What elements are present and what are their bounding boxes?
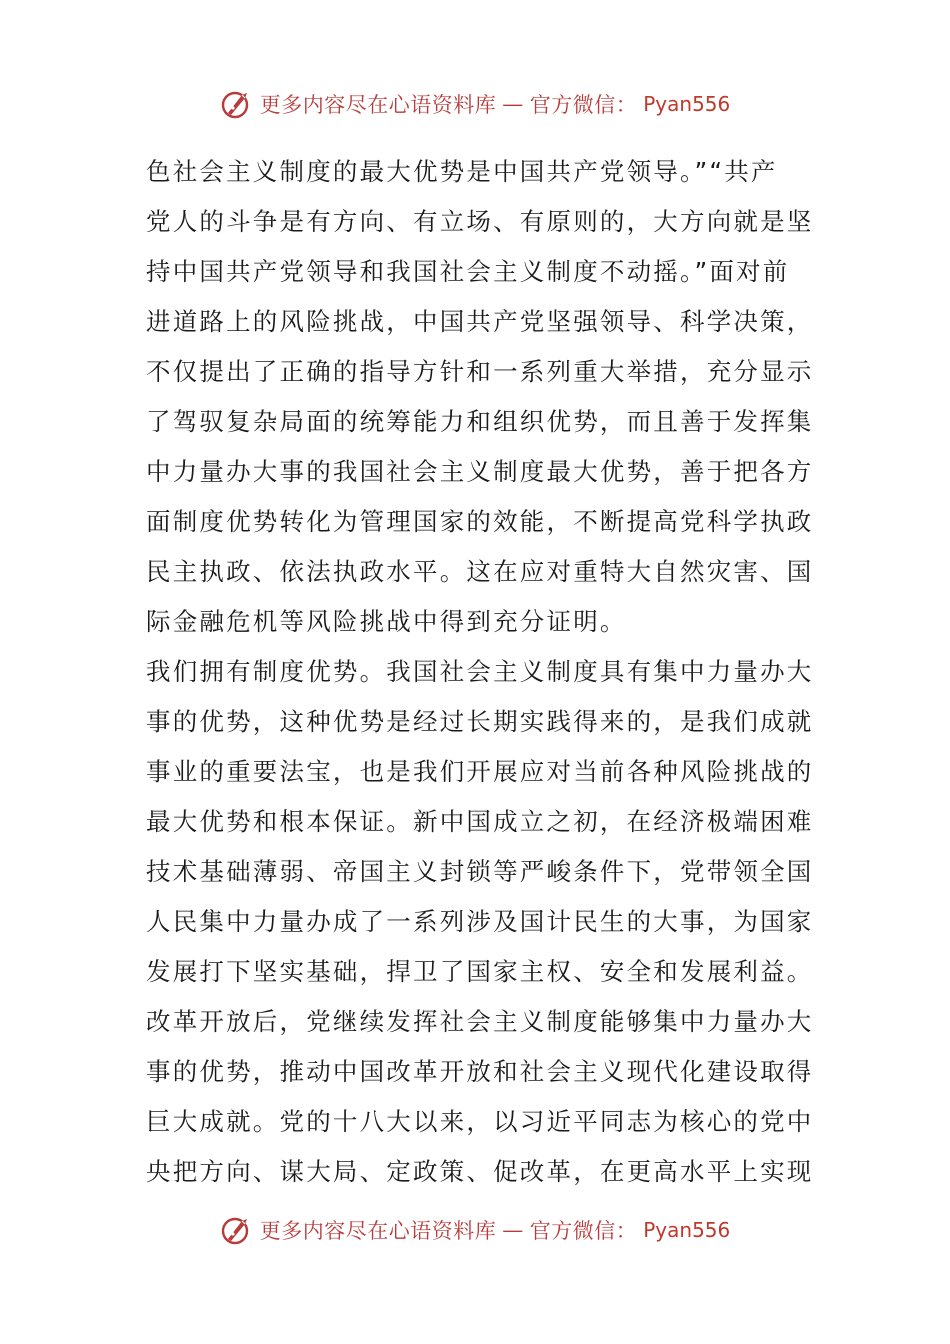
watermark-official: 官方微信：: [529, 93, 638, 117]
body-text: [146, 147, 814, 1197]
text-line: 央把方向、谋大局、定政策、促改革，在更高水平上实现: [146, 1157, 814, 1186]
text-line: 色社会主义制度的最大优势是中国共产党领导。”“共产: [146, 157, 778, 186]
text-line: 最大优势和根本保证。新中国成立之初，在经济极端困难: [146, 807, 814, 836]
watermark-group: [220, 87, 731, 121]
text-line: 改革开放后，党继续发挥社会主义制度能够集中力量办大: [146, 1007, 814, 1036]
text-line: 民主执政、依法执政水平。这在应对重特大自然灾害、国: [146, 557, 814, 586]
footer-watermark: [0, 1210, 950, 1250]
text-line: 我们拥有制度优势。我国社会主义制度具有集中力量办大: [146, 657, 814, 686]
text-line: 不仅提出了正确的指导方针和一系列重大举措，充分显示: [146, 357, 814, 386]
text-line: 技术基础薄弱、帝国主义封锁等严峻条件下，党带领全国: [146, 857, 814, 886]
text-line: 际金融危机等风险挑战中得到充分证明。: [146, 607, 627, 636]
watermark-official: 官方微信：: [529, 1219, 638, 1243]
text-line: 持中国共产党领导和我国社会主义制度不动摇。”面对前: [146, 257, 790, 286]
text-line: 人民集中力量办成了一系列涉及国计民生的大事，为国家: [146, 907, 814, 936]
text-line: 事的优势，推动中国改革开放和社会主义现代化建设取得: [146, 1057, 814, 1086]
text-line: 面制度优势转化为管理国家的效能，不断提高党科学执政: [146, 507, 814, 536]
pen-nib-circle-icon: [220, 1213, 254, 1247]
watermark-group: [220, 1213, 731, 1247]
text-line: 发展打下坚实基础，捍卫了国家主权、安全和发展利益。: [146, 957, 814, 986]
watermark-text: 更多内容尽在心语资料库: [259, 93, 497, 117]
watermark-text: 更多内容尽在心语资料库: [259, 1219, 497, 1243]
text-line: 事的优势，这种优势是经过长期实践得来的，是我们成就: [146, 707, 814, 736]
text-line: 中力量办大事的我国社会主义制度最大优势，善于把各方: [146, 457, 814, 486]
text-line: 党人的斗争是有方向、有立场、有原则的，大方向就是坚: [146, 207, 814, 236]
pen-nib-circle-icon: [220, 87, 254, 121]
text-line: 了驾驭复杂局面的统筹能力和组织优势，而且善于发挥集: [146, 407, 814, 436]
text-line: 进道路上的风险挑战，中国共产党坚强领导、科学决策，: [146, 307, 814, 336]
watermark-dash: —: [502, 92, 524, 116]
watermark-handle: Pyan556: [643, 1218, 731, 1242]
header-watermark: [0, 84, 950, 124]
watermark-handle: Pyan556: [643, 92, 731, 116]
text-line: 巨大成就。党的十八大以来，以习近平同志为核心的党中: [146, 1107, 814, 1136]
watermark-dash: —: [502, 1218, 524, 1242]
text-line: 事业的重要法宝，也是我们开展应对当前各种风险挑战的: [146, 757, 814, 786]
